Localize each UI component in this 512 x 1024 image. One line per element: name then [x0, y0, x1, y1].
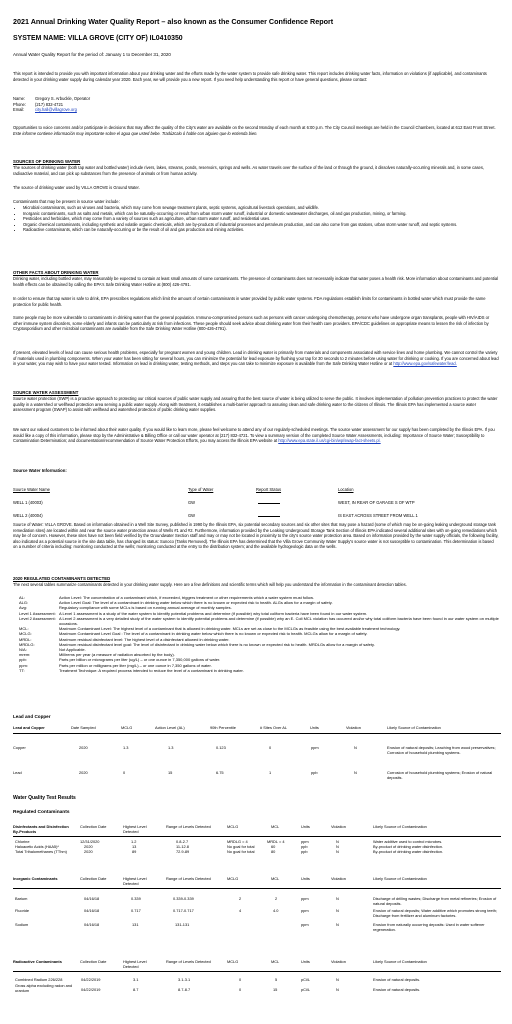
- table-cell: MRDLG = 4: [227, 839, 248, 844]
- definition-row: MCLG: Maximum Contaminant Level Goal : The level of a contaminant in drinking water below which there is no known or expected risk to health. MCLGs allow for a margin of safety.: [19, 631, 368, 637]
- intro-paragraph: This report is intended to provide you with important information about your drinking water and the efforts made by the water system to provide safe drinking water. This report includes drinking water facts, information on violations (if applicable), and contaminants detected in your drinking water supply during calendar year 2020. Each year, we will provide you a new report. If you need help understanding this report or have general questions, please contact:: [13, 71, 487, 82]
- table-cell: 15: [168, 770, 173, 775]
- table-cell: ppm: [311, 745, 319, 750]
- table-cell: 2: [275, 896, 278, 901]
- contaminant-list: [13, 205, 509, 233]
- table-cell: ppb: [301, 844, 308, 849]
- table-cell: 2020: [79, 770, 88, 775]
- lead-copper-table: [13, 726, 501, 786]
- facts-p2: In order to ensure that tap water is safe to drink, EPA prescribes regulations which limit the amount of certain contaminants in water provided by public water systems. FDA regulations establish limits for contaminants in bottled water which must provide the same protection for public health.: [13, 296, 486, 307]
- dbp-header-rule: [13, 836, 501, 837]
- col-collection-date: Collection Date: [80, 959, 107, 964]
- swa-p2: [13, 427, 499, 444]
- table-cell: 04/22/2019: [81, 987, 101, 992]
- table-cell: N: [336, 908, 339, 913]
- lc-col-name: Lead and Copper: [13, 725, 45, 730]
- table-cell: N: [336, 844, 339, 849]
- wq-heading: Water Quality Test Results: [13, 795, 76, 801]
- table-cell: 3.1-3.1: [178, 977, 191, 982]
- col-collection-date: Collection Date: [80, 824, 107, 829]
- table-cell: 2020: [79, 745, 88, 750]
- table-cell: 15: [273, 987, 278, 992]
- lc-col-mclg: MCLG: [121, 725, 133, 730]
- definition-row: ppb: Parts per billion or micrograms per liter (ug/L) – or one ounce in 7,350,000 gallons of water.: [19, 657, 221, 663]
- lead-copper-heading: Lead and Copper: [13, 714, 51, 719]
- table-cell: N: [336, 977, 339, 982]
- col-mclg: MCLG: [227, 824, 239, 829]
- table-cell: ppm: [301, 839, 309, 844]
- table-cell: 8.7-8.7: [178, 987, 191, 992]
- col-highest-level: Highest Level Detected: [123, 959, 147, 969]
- list-item: • Inorganic contaminants, such as salts and metals, which can be naturally-occurring or result from urban storm water runoff, industrial or domestic wastewater discharges, oil and gas production, mining, or farming.: [23, 211, 509, 217]
- col-report-status: Report Status: [256, 487, 282, 492]
- report-title: 2021 Annual Drinking Water Quality Report – also known as the Consumer Confidence Report: [13, 17, 334, 26]
- table-row-tthm: Total Trihalomethanes (TThm): [15, 849, 67, 854]
- lc-col-over: # Sites Over AL: [260, 725, 288, 730]
- table-cell: 1.3: [168, 745, 174, 750]
- definition-row: N/A: Not Applicable.: [19, 647, 86, 653]
- table-row-chlorine: Chlorine: [15, 839, 30, 844]
- table-cell: ppm: [301, 922, 309, 927]
- table-cell: 131-131: [175, 922, 190, 927]
- table-cell: 04/22/2019: [81, 977, 101, 982]
- table-row-haa5: Haloacetic Acids (HAA5)*: [15, 844, 59, 849]
- table-cell: 2020: [84, 849, 93, 854]
- table-row-radium: Combined Radium 226/228: [15, 977, 63, 982]
- source-info-heading: Source Water Information:: [13, 468, 67, 473]
- lc-header-rule: [13, 733, 501, 734]
- table-cell: ppm: [301, 908, 309, 913]
- table-cell: 0: [269, 745, 272, 750]
- table-row-lead: Lead: [13, 770, 22, 775]
- definition-row: AL: Action Level: The concentration of a contaminant which, if exceeded, triggers treatment or other requirements which a water system must follow.: [19, 595, 314, 600]
- table-cell: ppb: [301, 849, 308, 854]
- sources-heading: SOURCES OF DRINKING WATER: [13, 159, 81, 164]
- table-cell: ppm: [301, 896, 309, 901]
- table-cell: 0.339-0.339: [173, 896, 194, 901]
- col-source: Likely Source of Contamination: [373, 824, 427, 829]
- table-cell: 3.1: [133, 977, 139, 982]
- col-location: Location: [338, 487, 354, 492]
- col-collection-date: Collection Date: [80, 876, 107, 881]
- table-cell: By-product of drinking water disinfection.: [373, 849, 444, 854]
- table-cell: Corrosion of household plumbing systems; Erosion of natural deposits.: [387, 770, 493, 780]
- lc-col-units: Units: [310, 725, 319, 730]
- lc-col-p90: 90th Percentile: [210, 725, 236, 730]
- swa-p1: Source water protection (SWP) is a proactive approach to protecting our critical sources of public water supply and assuring that the best source of water is being utilized to serve the public. It involves implementation of pollution prevention practices to protect the water quality in a watershed or wellhead protection area serving a public water supply. Along with treatment, it establishes a multi-barrier approach to assuring clean and safe drinking water to the citizens of Illinois. The Illinois EPA has implemented a source water assessment program (SWAP) to assist with wellhead and watershed protection of public drinking water supplies.: [13, 396, 498, 413]
- definition-row: Level 1 Assessment: A Level 1 assessment is a study of the water system to identify potential problems and determine (if possible) why total coliform bacteria have been found in our water system.: [19, 610, 368, 616]
- system-name: SYSTEM NAME: VILLA GROVE (CITY OF) IL0410350: [13, 35, 183, 42]
- swa-heading: SOURCE WATER ASSESSMENT: [13, 390, 79, 395]
- table-row-barium: Barium: [15, 896, 28, 901]
- swa-p2-text: We want our valued customers to be informed about their water quality. If you would like to learn more, please feel welcome to attend any of our regularly-scheduled meetings. The source water assessment for our supply has been completed by the Illinois EPA. If you would like a copy of this information, please stop by the Administrative & Billing Office or call our water operator at (217) 832-4721. To view a summary version of the completed Source Water Assessments, including: Importance of Source Water; Susceptibility to Contamination Determination; and documentation/recommendation of Source Water Protection Efforts, you may access the Illinois EPA website at: [13, 427, 495, 444]
- table-cell: Discharge of drilling wastes; Discharge from metal refineries; Erosion of natural deposits.: [373, 896, 497, 906]
- inorganic-header-rule: [13, 888, 501, 889]
- col-mcl: MCL: [271, 824, 280, 829]
- table-row-fluoride: Fluoride: [15, 908, 30, 913]
- spanish-notice: Este informe contiene información muy importante sobre el agua que usted bebe. Tradúzcalo ó hable con alguien que lo entienda bien.: [13, 130, 258, 136]
- table-cell: No goal for total: [227, 844, 255, 849]
- table-cell: Erosion from naturally occurring deposits: Used in water softener regeneration.: [373, 922, 485, 932]
- facts-p3: Some people may be more vulnerable to contaminants in drinking water than the general population. Immuno-compromised persons such as persons with cancer undergoing chemotherapy, persons who have undergone organ transplants, people with HIV/AIDS or other immune system disorders, some elderly and infants can be particularly at risk from infections. These people should seek advice about drinking water from their health care providers. EPA/CDC guidelines on appropriate means to lessen the risk of infection by Cryptosporidium and other microbial contaminants are available from the Safe Drinking Water Hotline (800-426-4791).: [13, 315, 490, 332]
- table-cell: No goal for total: [227, 849, 255, 854]
- table-cell: N: [354, 745, 357, 750]
- well-1-location: WEST, IN REAR OF GARAGE S OF WTP: [338, 500, 415, 505]
- table-cell: 0.717: [131, 908, 141, 913]
- list-item: • Radioactive contaminants, which can be naturally-occurring or be the result of oil and gas production and mining activities.: [23, 227, 509, 233]
- lc-col-date: Date Sampled: [71, 725, 96, 730]
- table-cell: N: [336, 839, 339, 844]
- definition-row: MCL: Maximum Contaminant Level: The highest level of a contaminant that is allowed in drinking water. MCLs are set as close to the MCLGs as feasible using the best available treatment technology.: [19, 626, 401, 632]
- table-row-gross-alpha: Gross alpha excluding radon and uranium: [15, 983, 73, 993]
- radioactive-header-rule: [13, 971, 501, 972]
- table-cell: 0: [239, 977, 242, 982]
- contact-name-label: Name:: [13, 96, 26, 101]
- radioactive-table: [13, 960, 501, 1010]
- col-range: Range of Levels Detected: [166, 959, 211, 964]
- definition-row: Avg: Regulatory compliance with some MCLs is based on running annual average of monthly samples.: [19, 605, 232, 611]
- definition-row: ALG: Action Level Goal: The level of a contaminant in drinking water below which there is no known or expected risk to health. ALGs allow for a margin of safety.: [19, 600, 333, 606]
- col-mcl: MCL: [271, 876, 280, 881]
- table-cell: 0.8-2.7: [176, 839, 189, 844]
- swap-fact-sheet-link[interactable]: http://www.epa.state.il.us/cgi-bin/wp/swap-fact-sheets.pl.: [278, 438, 381, 444]
- table-cell: 131: [132, 922, 139, 927]
- sources-p3: Contaminants that may be present in source water include:: [13, 199, 120, 204]
- table-cell: ppb: [311, 770, 318, 775]
- definition-row: MRDL: Maximum residual disinfectant level: The highest level of a disinfectant allowed in drinking water.: [19, 636, 230, 642]
- list-item: • Pesticides and herbicides, which may come from a variety of sources such as agriculture, urban storm water runoff, and residential uses.: [23, 216, 509, 222]
- well-2-type: GW: [188, 513, 196, 518]
- lc-col-al: Action Level (AL): [155, 725, 185, 730]
- col-units: Units: [301, 959, 310, 964]
- col-violation: Violation: [331, 876, 346, 881]
- table-cell: Water additive used to control microbes.: [373, 839, 443, 844]
- table-cell: 2: [239, 896, 242, 901]
- table-cell: 04/16/18: [84, 896, 100, 901]
- table-cell: 8.7: [133, 987, 139, 992]
- table-cell: Erosion of natural deposits.: [373, 987, 421, 992]
- col-highest-level: Highest Level Detected: [123, 876, 147, 886]
- facts-heading: OTHER FACTS ABOUT DRINKING WATER: [13, 270, 99, 275]
- table-cell: 12/31/2020: [80, 839, 100, 844]
- contact-email-link[interactable]: city.hall@villagrove.org: [35, 107, 77, 113]
- group-label: Disinfectants and Disinfection By-Products: [13, 824, 69, 834]
- table-cell: 13: [132, 844, 137, 849]
- facts-p4-text: If present, elevated levels of lead can cause serious health problems, especially for pregnant women and young children. Lead in drinking water is primarily from materials and components associated with service lines and home plumbing. We cannot control the variety of materials used in plumbing components. When your water has been sitting for several hours, you can minimize the potential for lead exposure by flushing your tap for 30 seconds to 2 minutes before using water for drinking or cooking. If you are concerned about lead in your water, you may wish to have your water tested. Information on lead in drinking water, testing methods, and steps you can take to minimize exposure is available from the Safe Drinking Water Hotline or at: [13, 350, 499, 367]
- table-row-copper: Copper: [13, 745, 26, 750]
- col-source: Likely Source of Contamination: [373, 959, 427, 964]
- col-violation: Violation: [331, 824, 346, 829]
- regulated-heading: 2020 REGULATED CONTAMINANTS DETECTED: [13, 576, 111, 581]
- col-source-name: Source Water Name: [13, 487, 50, 492]
- table-cell: N: [354, 770, 357, 775]
- table-cell: 4.0: [273, 908, 279, 913]
- col-type: Type of Water: [188, 487, 214, 492]
- list-item: • Organic chemical contaminants, including synthetic and volatile organic chemicals, which are by-products of industrial processes and petroleum production, and can also come from gas stations, urban storm water runoff, and septic systems.: [23, 222, 509, 228]
- table-cell: 0.717-0.717: [173, 908, 194, 913]
- well-2-location: IS EAST ACROSS STREET FROM WELL 1: [338, 513, 418, 518]
- facts-p1: Drinking water, including bottled water, may reasonably be expected to contain at least small amounts of some contaminants. The presence of contaminants does not necessarily indicate that water poses a health risk. More information about contaminants and potential health effects can be obtained by calling the EPA's Safe Drinking Water Hotline at (800) 426-4791.: [13, 276, 499, 287]
- table-cell: Erosion of natural deposits; Water additive which promotes strong teeth; Discharge from fertilizer and aluminum factories.: [373, 908, 497, 918]
- table-cell: N: [336, 849, 339, 854]
- lc-col-violation: Violation: [346, 725, 361, 730]
- table-cell: 4: [239, 908, 242, 913]
- table-cell: 04/16/18: [84, 922, 100, 927]
- contact-name: Gregory S. Arbuckle, Operator: [35, 96, 91, 101]
- table-cell: 11-12.8: [176, 844, 189, 849]
- disinfectants-table: [13, 825, 501, 875]
- table-cell: N: [336, 987, 339, 992]
- well-2-status: [258, 513, 280, 518]
- sources-p2: The source of drinking water used by VILLA GROVE is Ground Water.: [13, 185, 140, 190]
- source-narrative: Source of Water: VILLA GROVE. Based on information obtained in a Well Site Survey, published in 1990 by the Illinois EPA, six potential secondary sources and six other sites that may pose a hazard (some of which may be on-going leaking underground storage tank remediation sites) are located within and near the source water protection areas of Wells #1 and #2. Furthermore, information provided by the Leaking Underground Storage Tank Section of Illinois EPA indicated several additional sites with on-going remediations which may be of concern. However, these sites have not been field verified by the Groundwater Section staff and may or may not be located in proximity to the city's source water protection area. Based on information provided by the water supply officials, the following facility, also indicated as a potential source in the site data table, has changed its status: Sunoco (Tanks Removed). The Illinois EPA has determined that the Villa Grove Community Water Supply's source water is not susceptible to contamination. This determination is based on a number of criteria including: monitoring conducted at the wells; monitoring conducted at the entry to the distribution system; and the available hydrogeologic data on the wells.: [13, 522, 499, 550]
- contact-phone-label: Phone:: [13, 101, 26, 107]
- col-mclg: MCLG: [227, 959, 239, 964]
- well-2-name: WELL 2 (40004): [13, 513, 43, 518]
- table-cell: By-product of drinking water disinfection.: [373, 844, 444, 849]
- well-1-name: WELL 1 (40003): [13, 500, 43, 505]
- table-cell: 0.123: [216, 745, 226, 750]
- definition-row: Level 2 Assessment: A Level 2 assessment is a very detailed study of the water system to identify potential problems and determine (if possible) why an E. Coli MCL violation has occurred and/or why total coliform bacteria have been found in our water system on multiple occasions.: [19, 615, 499, 627]
- lead-info-link[interactable]: http://www.epa.gov/safewater/lead.: [393, 361, 457, 367]
- table-cell: 5: [275, 977, 278, 982]
- table-cell: pCi/L: [301, 987, 311, 992]
- report-period: Annual Water Quality Report for the period of: January 1 to December 31, 2020: [13, 52, 171, 57]
- contact-block: [13, 96, 90, 113]
- col-violation: Violation: [331, 959, 346, 964]
- regulated-contaminants-heading: Regulated Contaminants: [13, 810, 70, 815]
- table-cell: MRDL = 4: [267, 839, 285, 844]
- facts-p4: [13, 350, 499, 367]
- col-range: Range of Levels Detected: [166, 824, 211, 829]
- table-cell: pCi/L: [301, 977, 311, 982]
- table-row-sodium: Sodium: [15, 922, 29, 927]
- well-1-status: [258, 500, 280, 505]
- inorganic-table: [13, 876, 501, 932]
- table-cell: Erosion of natural deposits; Leaching from wood preservatives; Corrosion of household plumbing systems.: [387, 745, 496, 755]
- opportunities-paragraph: [13, 125, 499, 136]
- lc-col-source: Likely Source of Contamination: [387, 725, 441, 730]
- table-cell: 60: [271, 844, 276, 849]
- table-cell: 1.2: [131, 839, 137, 844]
- table-cell: 0: [123, 770, 126, 775]
- definition-row: ppm: Parts per million or milligrams per liter (mg/L) – or one ounce in 7,350 gallons of water.: [19, 662, 212, 668]
- definition-row: mrem: Millirems per year (a measure of radiation absorbed by the body).: [19, 652, 175, 658]
- table-cell: 0.339: [131, 896, 141, 901]
- contact-email-label: Email:: [13, 107, 25, 113]
- table-cell: 1.3: [123, 745, 129, 750]
- table-cell: Erosion of natural deposits.: [373, 977, 421, 982]
- regulated-intro: The next several tables summarize contaminants detected in your drinking water supply. Here are a few definitions and scientific terms which will help you understand the information in the contaminant detection tables.: [13, 582, 407, 587]
- table-cell: 80: [271, 849, 276, 854]
- table-cell: 0: [239, 987, 242, 992]
- col-source: Likely Source of Contamination: [373, 876, 427, 881]
- sources-p1: The sources of drinking water (both tap water and bottled water) include rivers, lakes, streams, ponds, reservoirs, springs and wells. As water travels over the surface of the land or through the ground, it dissolves naturally-occurring minerals and, in some cases, radioactive material, and can pick up substances from the presence of animals or from human activity.: [13, 165, 485, 176]
- group-label: Inorganic Contaminants: [13, 876, 58, 881]
- contact-phone: (217) 832-4721: [35, 101, 63, 107]
- table-cell: 89: [132, 849, 137, 854]
- col-units: Units: [301, 876, 310, 881]
- table-cell: 2020: [84, 844, 93, 849]
- table-cell: N: [336, 896, 339, 901]
- col-range: Range of Levels Detected: [166, 876, 211, 881]
- table-cell: 72.9-89: [176, 849, 190, 854]
- table-cell: N: [336, 922, 339, 927]
- table-cell: 1: [269, 770, 272, 775]
- definition-row: MRDLG: Maximum residual disinfectant level goal: The level of disinfectant in drinking water below which there is no known or expected risk to health. MRDLGs allow for a margin of safety.: [19, 641, 375, 647]
- definitions-list: [13, 595, 501, 673]
- col-mcl: MCL: [271, 959, 280, 964]
- definition-row: TT: Treatment Technique: A required process intended to reduce the level of a contaminant in drinking water.: [19, 667, 244, 673]
- col-units: Units: [301, 824, 310, 829]
- group-label: Radioactive Contaminants: [13, 959, 62, 964]
- table-cell: 04/16/18: [84, 908, 100, 913]
- well-1-type: GW: [188, 500, 196, 505]
- col-highest-level: Highest Level Detected: [123, 824, 147, 834]
- col-mclg: MCLG: [227, 876, 239, 881]
- table-cell: 6.75: [216, 770, 224, 775]
- opportunities-text: Opportunities to voice concerns and/or participate in decisions that may affect the quality of the City's water are available on the second Monday of each month at 6:00 p.m. The City Council meetings are held in the Council Chambers, located at 612 East Front Street.: [13, 125, 496, 130]
- list-item: • Microbial contaminants, such as viruses and bacteria, which may come from sewage treatment plants, septic systems, agricultural livestock operations, and wildlife.: [23, 205, 509, 211]
